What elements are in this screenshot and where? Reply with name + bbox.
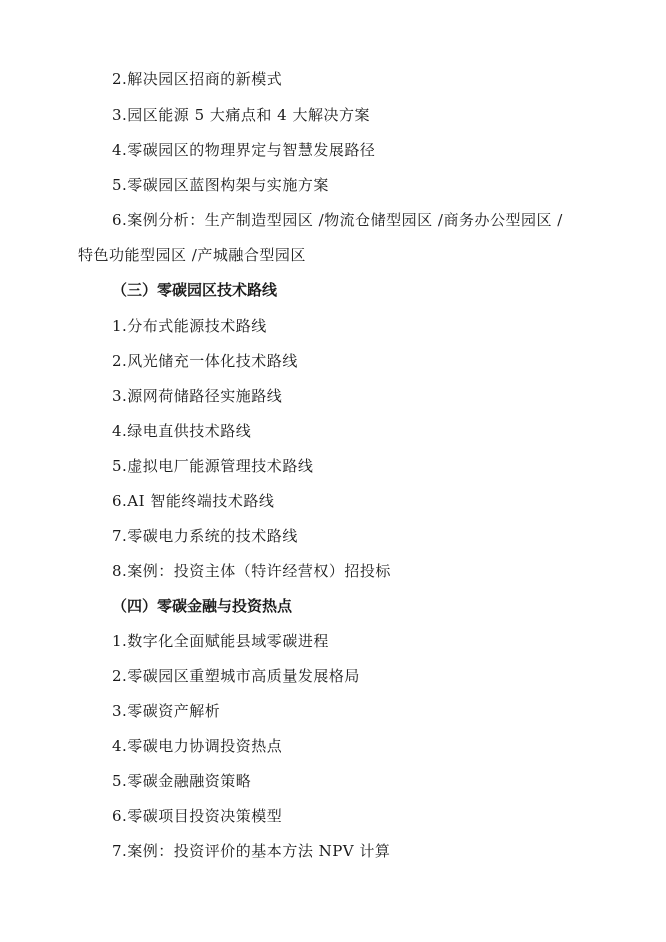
list-item: 7.案例：投资评价的基本方法 NPV 计算 — [112, 842, 391, 860]
section-heading: （四）零碳金融与投资热点 — [112, 597, 293, 615]
list-item: 2.零碳园区重塑城市高质量发展格局 — [112, 667, 360, 685]
list-item: 2.解决园区招商的新模式 — [112, 70, 283, 88]
list-item: 5.零碳金融融资策略 — [112, 772, 252, 790]
list-item: 5.虚拟电厂能源管理技术路线 — [112, 457, 314, 475]
list-item: 5.零碳园区蓝图构架与实施方案 — [112, 176, 329, 194]
list-item: 6.零碳项目投资决策模型 — [112, 807, 283, 825]
list-item: 7.零碳电力系统的技术路线 — [112, 527, 298, 545]
list-item: 4.零碳电力协调投资热点 — [112, 737, 283, 755]
list-item: 1.数字化全面赋能县域零碳进程 — [112, 632, 329, 650]
section-heading: （三）零碳园区技术路线 — [112, 281, 278, 299]
list-item: 2.风光储充一体化技术路线 — [112, 352, 298, 370]
list-item: 8.案例：投资主体（特许经营权）招投标 — [112, 562, 391, 580]
list-item: 4.绿电直供技术路线 — [112, 422, 252, 440]
list-item: 3.源网荷储路径实施路线 — [112, 387, 283, 405]
list-item-continuation: 特色功能型园区 /产城融合型园区 — [78, 246, 306, 264]
list-item: 4.零碳园区的物理界定与智慧发展路径 — [112, 141, 376, 159]
list-item: 3.园区能源 5 大痛点和 4 大解决方案 — [112, 106, 370, 124]
list-item: 3.零碳资产解析 — [112, 702, 221, 720]
list-item: 6.AI 智能终端技术路线 — [112, 492, 275, 510]
list-item: 1.分布式能源技术路线 — [112, 317, 267, 335]
list-item: 6.案例分析：生产制造型园区 /物流仓储型园区 /商务办公型园区 / — [112, 211, 563, 229]
